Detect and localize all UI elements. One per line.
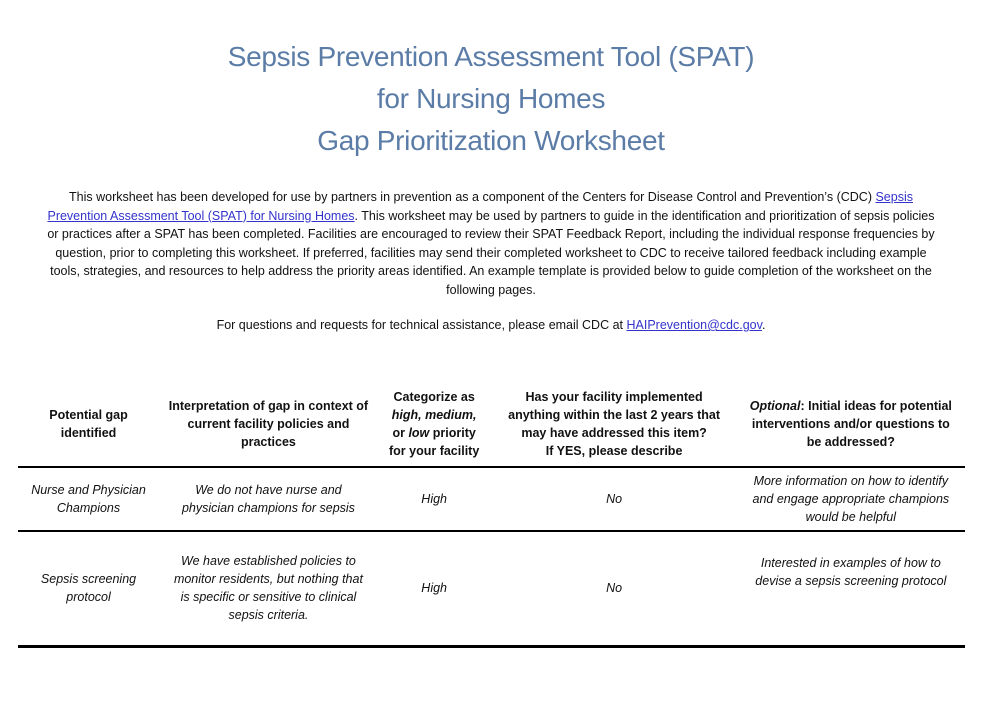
header-categorize-part: priority for your facility xyxy=(389,426,480,458)
header-implemented-subline: If YES, please describe xyxy=(545,444,683,458)
header-categorize-italic: high, medium, xyxy=(391,408,477,422)
header-optional-ideas xyxy=(737,386,964,467)
cell-gap-identified: Sepsis screening protocol xyxy=(18,531,160,646)
title-line-1: Sepsis Prevention Assessment Tool (SPAT) xyxy=(227,41,755,72)
contact-text-before: For questions and requests for technical assistance, please email CDC at xyxy=(216,318,627,332)
table-header-row xyxy=(18,386,965,467)
header-categorize-part: Categorize as xyxy=(393,390,475,404)
header-categorize-italic: low xyxy=(408,426,430,440)
cell-interpretation: We do not have nurse and physician champions for sepsis xyxy=(160,467,378,531)
cell-interpretation: We have established policies to monitor residents, but nothing that is specific or sensitive to clinical sepsis criteria. xyxy=(160,531,378,646)
header-potential-gap: Potential gap identified xyxy=(18,386,160,467)
header-categorize-part: or xyxy=(392,426,409,440)
header-implemented-question: Has your facility implemented anything within the last 2 years that may have addressed this item? xyxy=(508,390,720,440)
table-row xyxy=(18,467,965,531)
header-interpretation: Interpretation of gap in context of current facility policies and practices xyxy=(160,386,378,467)
cell-initial-ideas: More information on how to identify and engage appropriate champions would be helpful xyxy=(737,467,964,531)
intro-text-before: This worksheet has been developed for use by partners in prevention as a component of the Centers for Disease Control and Prevention’s (CDC) xyxy=(69,190,876,204)
title-line-2: for Nursing Homes xyxy=(376,83,606,114)
cell-initial-ideas: Interested in examples of how to devise a sepsis screening protocol xyxy=(737,531,964,646)
cell-priority: High xyxy=(377,467,491,531)
contact-paragraph xyxy=(0,316,982,334)
gap-prioritization-table xyxy=(18,386,965,648)
page-title xyxy=(0,0,982,162)
header-optional-italic: Optional xyxy=(749,399,801,413)
cell-priority: High xyxy=(377,531,491,646)
intro-text-after: . This worksheet may be used by partners to guide in the identification and prioritization of sepsis policies or practices after a SPAT has been completed. Facilities are encouraged to review their SPAT Feedback Report, including the individual response frequencies by question, prior to completing this worksheet. If preferred, facilities may send their completed worksheet to CDC to receive tailored feedback including example tools, strategies, and resources to help address the priority areas identified. An example template is provided below to guide completion of the worksheet on the following pages. xyxy=(47,208,935,297)
cell-gap-identified: Nurse and Physician Champions xyxy=(18,467,160,531)
header-optional-part: : Initial ideas for potential interventions and/or questions to be addressed? xyxy=(751,399,952,449)
table-row xyxy=(18,531,965,646)
cell-implemented: No xyxy=(491,531,737,646)
header-categorize xyxy=(377,386,491,467)
contact-text-after: . xyxy=(761,318,766,332)
intro-paragraph xyxy=(44,188,938,299)
header-implemented xyxy=(491,386,737,467)
cell-implemented: No xyxy=(491,467,737,531)
spat-tool-link[interactable]: Sepsis Prevention Assessment Tool (SPAT) for Nursing Homes xyxy=(47,190,913,223)
title-line-3: Gap Prioritization Worksheet xyxy=(317,125,665,156)
email-link[interactable]: HAIPrevention@cdc.gov xyxy=(626,318,762,332)
